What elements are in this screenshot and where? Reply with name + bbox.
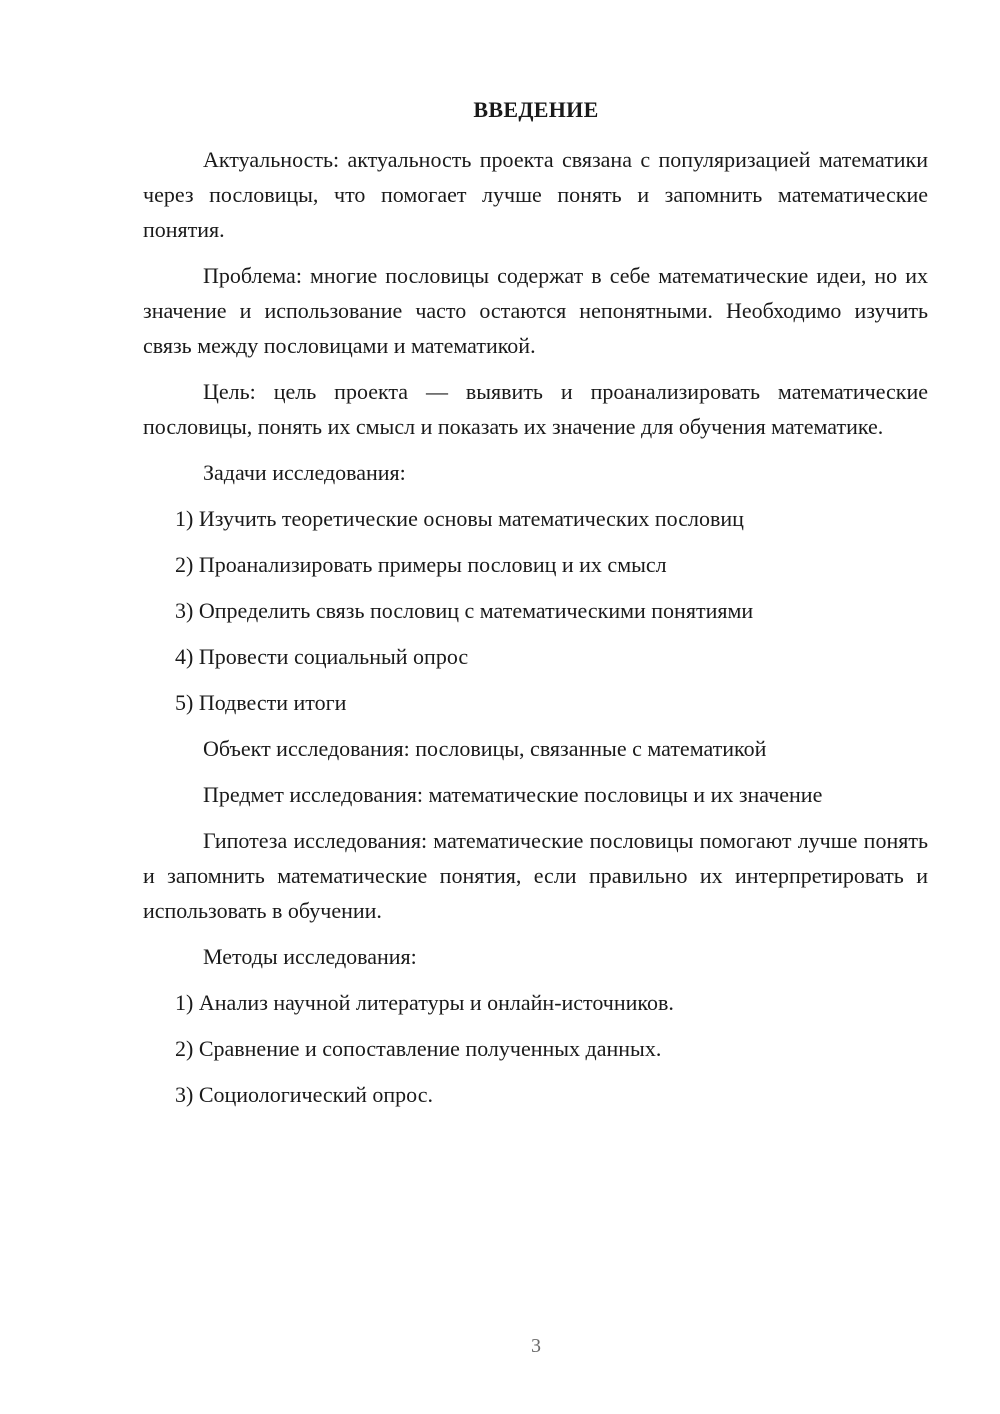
methods-heading: Методы исследования: [203, 944, 417, 969]
list-item: 1) Изучить теоретические основы математических пословиц [175, 506, 744, 531]
methods-list [143, 985, 928, 1112]
list-item: 3) Социологический опрос. [175, 1082, 433, 1107]
list-item: 3) Определить связь пословиц с математическими понятиями [175, 598, 754, 623]
list-item: 2) Проанализировать примеры пословиц и их смысл [175, 552, 667, 577]
list-item: 5) Подвести итоги [175, 690, 347, 715]
paragraph-hypothesis: Гипотеза исследования: математические пословицы помогают лучше понять и запомнить математические понятия, если правильно их интерпретировать и использовать в обучении. [143, 828, 928, 923]
page-number: 3 [531, 1335, 541, 1357]
list-item: 2) Сравнение и сопоставление полученных данных. [175, 1036, 662, 1061]
list-item: 1) Анализ научной литературы и онлайн-источников. [175, 990, 674, 1015]
list-item: 4) Провести социальный опрос [175, 644, 469, 669]
document-body [143, 142, 928, 1123]
paragraph-relevance: Актуальность: актуальность проекта связана с популяризацией математики через пословицы, что помогает лучше понять и запомнить математические понятия. [143, 147, 928, 242]
page-title: ВВЕДЕНИЕ [473, 97, 599, 122]
tasks-heading: Задачи исследования: [203, 460, 406, 485]
paragraph-object: Объект исследования: пословицы, связанные с математикой [203, 736, 767, 761]
paragraph-subject: Предмет исследования: математические пословицы и их значение [203, 782, 823, 807]
paragraph-goal: Цель: цель проекта — выявить и проанализировать математические пословицы, понять их смысл и показать их значение для обучения математике. [143, 379, 928, 439]
paragraph-problem: Проблема: многие пословицы содержат в себе математические идеи, но их значение и использование часто остаются непонятными. Необходимо изучить связь между пословицами и математикой. [143, 263, 928, 358]
tasks-list [143, 501, 928, 720]
